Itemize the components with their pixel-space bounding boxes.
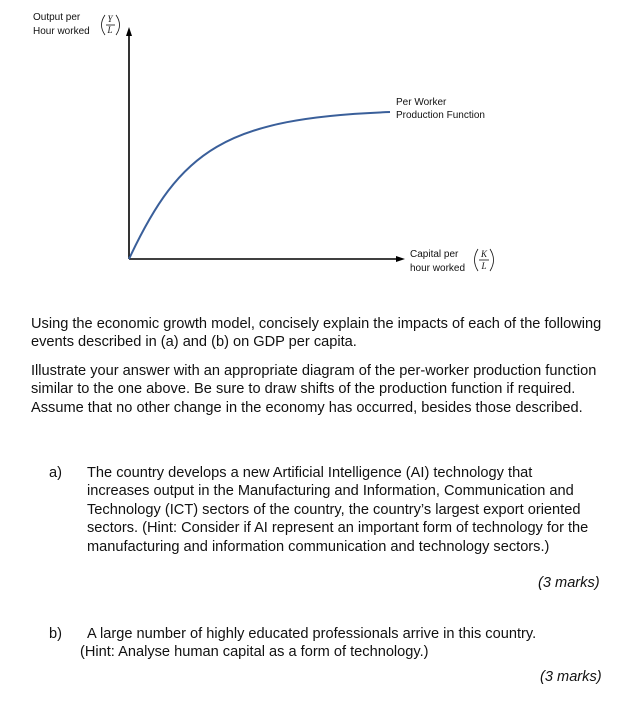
x-frac-numerator: K	[480, 249, 488, 259]
question-a-text: The country develops a new Artificial Intelligence (AI) technology that increases output in the Manufacturing and Information, Communication and Technology (ICT) sectors of the country, the country’s largest export oriented sectors. (Hint: Consider if AI represent an important form of technology for the manufacturing and information communication and technology sectors.)	[87, 465, 589, 555]
production-function-curve	[129, 112, 390, 259]
y-frac-denominator: L	[107, 25, 113, 35]
question-b-text: A large number of highly educated professionals arrive in this country.	[87, 626, 537, 642]
x-fraction	[475, 249, 494, 271]
question-b-marks: (3 marks)	[540, 669, 602, 685]
x-axis-label-line2: hour worked	[410, 263, 466, 274]
curve-label-line2: Production Function	[396, 110, 485, 121]
question-b-hint: (Hint: Analyse human capital as a form of technology.)	[80, 644, 429, 660]
question-a-marks: (3 marks)	[538, 575, 600, 591]
curve-label-line1: Per Worker	[396, 97, 447, 108]
y-axis-label-line2: Hour worked	[33, 26, 90, 37]
y-fraction	[102, 14, 120, 35]
question-a-letter: a)	[49, 465, 62, 481]
y-axis-arrowhead	[126, 27, 132, 36]
x-axis-arrowhead	[396, 256, 405, 262]
x-axis-label-line1: Capital per	[410, 249, 459, 260]
instructions-paragraph: Illustrate your answer with an appropriate diagram of the per-worker production function similar to the one above. Be sure to draw shifts of the production function if required. Assume that no other change in the economy has occurred, besides those described.	[31, 363, 597, 416]
x-frac-denominator: L	[481, 261, 487, 271]
production-function-diagram	[0, 0, 638, 300]
intro-paragraph: Using the economic growth model, concisely explain the impacts of each of the following events described in (a) and (b) on GDP per capita.	[31, 316, 602, 351]
question-b-letter: b)	[49, 626, 62, 642]
y-axis-label-line1: Output per	[33, 12, 81, 23]
y-frac-numerator: Y	[107, 14, 113, 24]
